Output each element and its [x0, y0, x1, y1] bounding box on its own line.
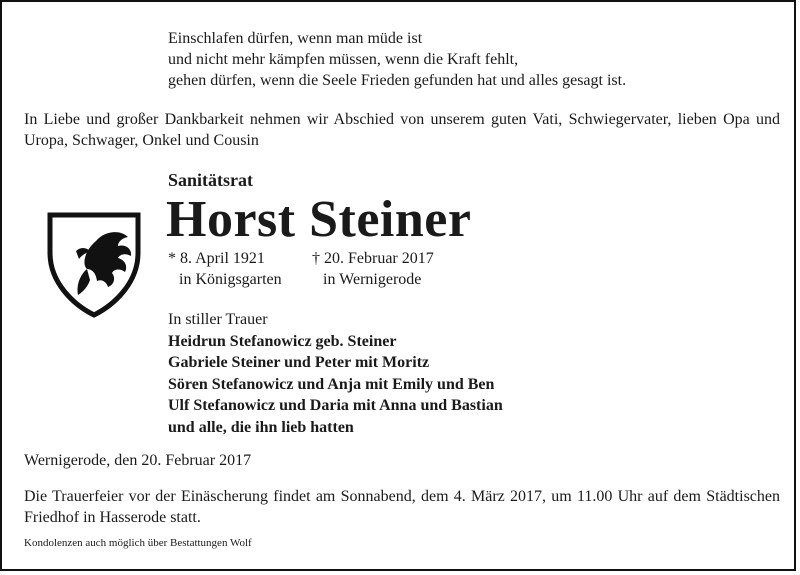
condolence-note: Kondolenzen auch möglich über Bestattungen Wolf: [24, 537, 252, 549]
ceremony-text: Die Trauerfeier vor der Einäscherung findet am Sonnabend, dem 4. März 2017, um 11.00 Uhr auf dem Städtischen Friedhof in Hasserode statt.: [24, 488, 780, 526]
birth-date: * 8. April 1921: [168, 250, 265, 267]
intro-text: In Liebe und großer Dankbarkeit nehmen wir Abschied von unserem guten Vati, Schwiegervater, lieben Opa und Uropa, Schwager, Onkel und Cousin: [24, 111, 780, 149]
mourner-name: Sören Stefanowicz und Anja mit Emily und Ben: [168, 375, 495, 393]
place-date: Wernigerode, den 20. Februar 2017: [24, 452, 252, 469]
mourners-block: [168, 309, 503, 438]
mourner-name: Gabriele Steiner und Peter mit Moritz: [168, 354, 430, 371]
deceased-title: Sanitätsrat: [168, 170, 253, 190]
mourner-name: Ulf Stefanowicz und Daria mit Anna und Bastian: [168, 397, 503, 414]
mourners-heading: In stiller Trauer: [168, 311, 268, 328]
birth-place: in Königsgarten: [179, 271, 282, 288]
deceased-name: Horst Steiner: [166, 191, 472, 248]
poem: [168, 28, 626, 91]
mourner-name: und alle, die ihn lieb hatten: [168, 418, 354, 436]
birth-info: [168, 248, 282, 290]
coat-of-arms-icon: [46, 211, 142, 319]
mourner-name: Heidrun Stefanowicz geb. Steiner: [168, 332, 397, 350]
death-info: [312, 248, 434, 290]
poem-line: gehen dürfen, wenn die Seele Frieden gefunden hat und alles gesagt ist.: [168, 72, 627, 89]
death-place: in Wernigerode: [323, 271, 422, 288]
death-date: † 20. Februar 2017: [312, 250, 434, 267]
poem-line: und nicht mehr kämpfen müssen, wenn die Kraft fehlt,: [168, 51, 519, 68]
poem-line: Einschlafen dürfen, wenn man müde ist: [168, 30, 423, 47]
